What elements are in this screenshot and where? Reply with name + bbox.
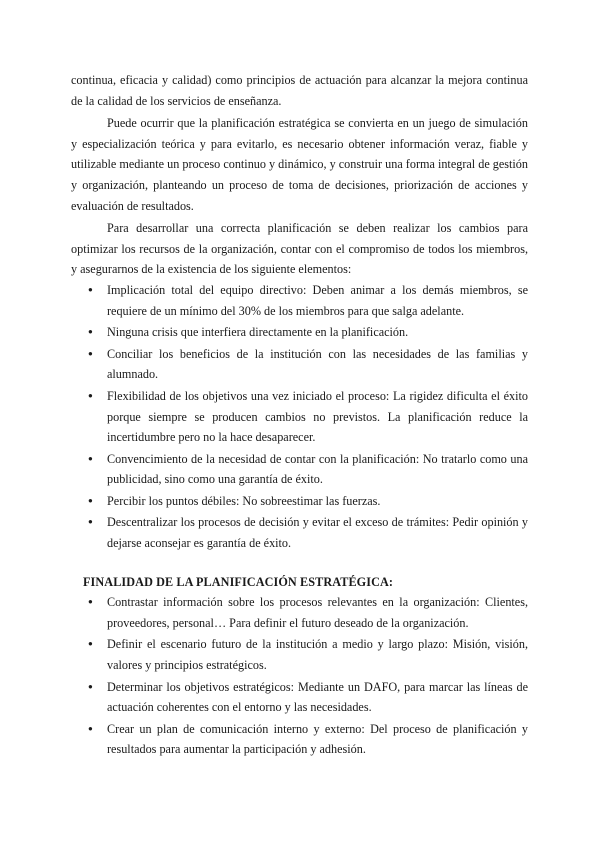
list-item: ● Definir el escenario futuro de la institución a medio y largo plazo: Misión, visión, valores y principios estratégicos. — [71, 634, 528, 675]
list-item: ● Contrastar información sobre los procesos relevantes en la organización: Clientes, proveedores, personal… Para definir el futuro deseado de la organización. — [71, 592, 528, 633]
elements-list — [71, 280, 528, 554]
list-item: ● Determinar los objetivos estratégicos: Mediante un DAFO, para marcar las líneas de actuación coherentes con el entorno y las necesidades. — [71, 677, 528, 718]
purpose-list — [71, 592, 528, 760]
section-heading: FINALIDAD DE LA PLANIFICACIÓN ESTRATÉGICA: — [83, 574, 394, 589]
document-page — [71, 70, 528, 760]
list-item: ● Conciliar los beneficios de la institución con las necesidades de las familias y alumnado. — [71, 344, 528, 385]
list-item: ● Flexibilidad de los objetivos una vez iniciado el proceso: La rigidez dificulta el éxito porque siempre se producen cambios no previstos. La planificación reduce la incertidumbre pero no la hace desaparecer. — [71, 386, 528, 448]
list-item: ● Convencimiento de la necesidad de contar con la planificación: No tratarlo como una publicidad, sino como una garantía de éxito. — [71, 449, 528, 490]
paragraph-simulation-risk: Puede ocurrir que la planificación estratégica se convierta en un juego de simulación y especialización teórica y para evitarlo, es necesario obtener información veraz, fiable y utilizable mediante un proceso continuo y dinámico, y construir una forma integral de gestión y organización, planteando un proceso de toma de decisiones, priorización de acciones y evaluación de resultados. — [71, 116, 528, 213]
paragraph-planning-intro: Para desarrollar una correcta planificación se deben realizar los cambios para optimizar los recursos de la organización, contar con el compromiso de todos los miembros, y asegurarnos de la existencia de los siguiente elementos: — [71, 221, 528, 277]
list-item: ● Implicación total del equipo directivo: Deben animar a los demás miembros, se requiere de un mínimo del 30% de los miembros para que salga adelante. — [71, 280, 528, 321]
list-item: ● Descentralizar los procesos de decisión y evitar el exceso de trámites: Pedir opinión y dejarse aconsejar es garantía de éxito. — [71, 512, 528, 553]
list-item: ● Ninguna crisis que interfiera directamente en la planificación. — [71, 322, 528, 343]
list-item: ● Percibir los puntos débiles: No sobreestimar las fuerzas. — [71, 491, 528, 512]
paragraph-continuation: continua, eficacia y calidad) como principios de actuación para alcanzar la mejora continua de la calidad de los servicios de enseñanza. — [71, 73, 528, 108]
list-item: ● Crear un plan de comunicación interno y externo: Del proceso de planificación y resultados para aumentar la participación y adhesión. — [71, 719, 528, 760]
